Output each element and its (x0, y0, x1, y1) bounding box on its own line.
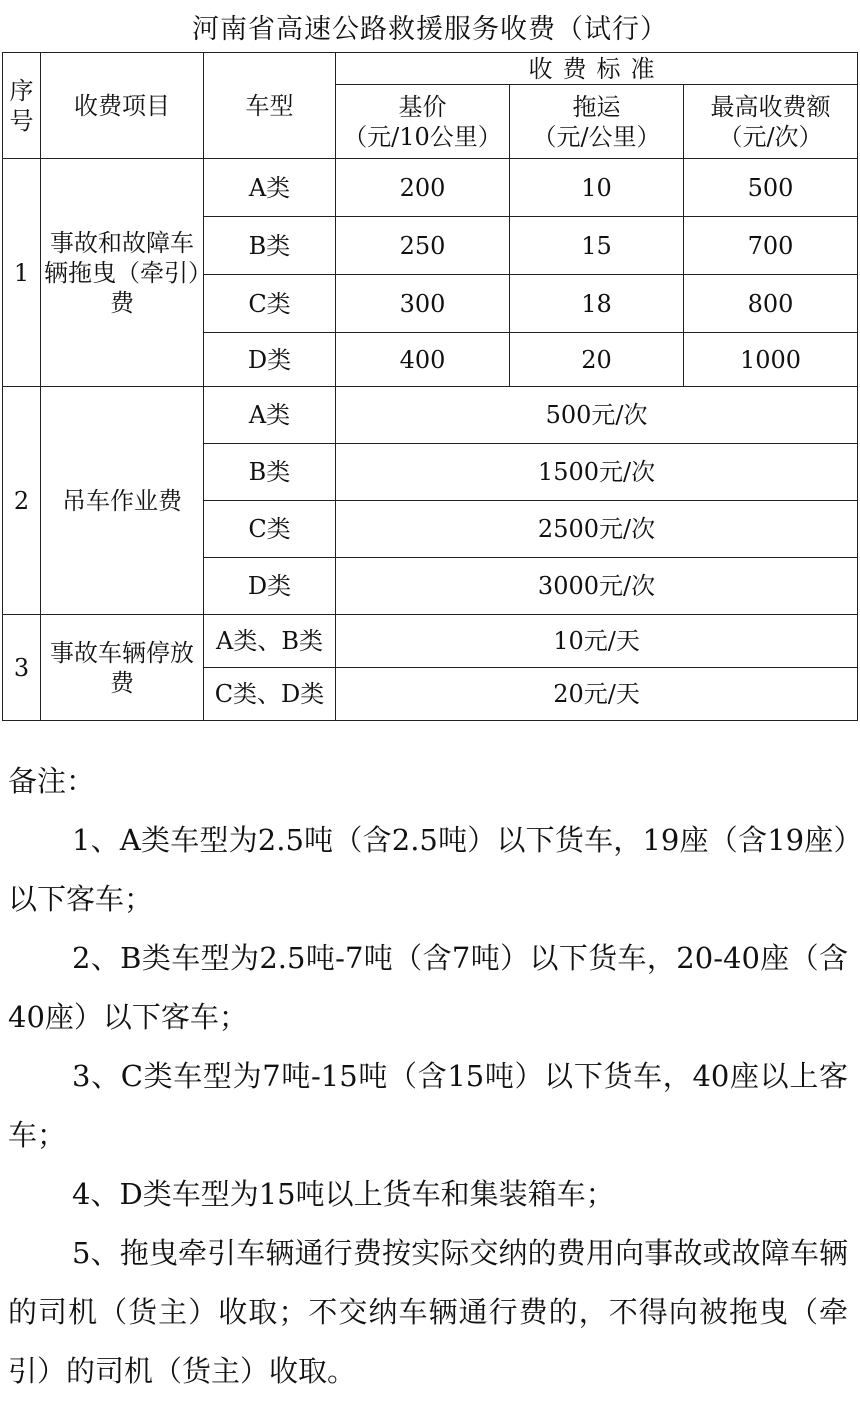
header-max-unit: （元/次） (718, 122, 823, 151)
max-fee-cell: 500 (684, 159, 858, 217)
header-base-price-unit: （元/10公里） (343, 122, 502, 151)
max-fee-cell: 700 (684, 217, 858, 275)
note-item: 4、D类车型为15吨以上货车和集装箱车； (72, 1177, 615, 1211)
table-row (3, 387, 858, 444)
base-price-cell: 300 (336, 275, 510, 333)
header-standard: 收费标准 (336, 53, 858, 85)
vehicle-type-cell: D类 (204, 333, 336, 387)
item-cell: 事故车辆停放费 (41, 615, 204, 721)
header-base-price (336, 85, 510, 159)
seq-cell: 3 (3, 615, 41, 721)
vehicle-type-cell: C类、D类 (204, 668, 336, 721)
header-tow-unit: （元/公里） (532, 122, 661, 151)
note-item: 1、A类车型为2.5吨（含2.5吨）以下货车，19座（含19座）以下客车； (8, 823, 848, 916)
header-tow (510, 85, 684, 159)
vehicle-type-cell: B类 (204, 444, 336, 501)
base-price-cell: 200 (336, 159, 510, 217)
tow-price-cell: 10 (510, 159, 684, 217)
header-vehicle-type: 车型 (204, 53, 336, 159)
tow-price-cell: 18 (510, 275, 684, 333)
fee-cell: 20元/天 (336, 668, 858, 721)
table-row (3, 159, 858, 217)
base-price-cell: 250 (336, 217, 510, 275)
tow-price-cell: 15 (510, 217, 684, 275)
item-cell: 事故和故障车辆拖曳（牵引）费 (41, 159, 204, 387)
fee-cell: 1500元/次 (336, 444, 858, 501)
header-max-label: 最高收费额 (710, 92, 831, 121)
fee-cell: 2500元/次 (336, 501, 858, 558)
header-item: 收费项目 (41, 53, 204, 159)
vehicle-type-cell: C类 (204, 501, 336, 558)
notes-title: 备注： (8, 764, 96, 798)
vehicle-type-cell: A类 (204, 159, 336, 217)
note-item: 3、C类车型为7吨-15吨（含15吨）以下货车，40座以上客车； (8, 1059, 848, 1152)
vehicle-type-cell: C类 (204, 275, 336, 333)
header-seq: 序号 (3, 53, 41, 159)
header-base-price-label: 基价 (398, 92, 447, 121)
item-cell: 吊车作业费 (41, 387, 204, 615)
fee-table (2, 52, 858, 721)
seq-cell: 1 (3, 159, 41, 387)
vehicle-type-cell: B类 (204, 217, 336, 275)
fee-cell: 500元/次 (336, 387, 858, 444)
vehicle-type-cell: A类、B类 (204, 615, 336, 668)
header-max (684, 85, 858, 159)
tow-price-cell: 20 (510, 333, 684, 387)
header-tow-label: 拖运 (572, 92, 621, 121)
notes-section (8, 752, 848, 1401)
max-fee-cell: 1000 (684, 333, 858, 387)
seq-cell: 2 (3, 387, 41, 615)
note-item: 5、拖曳牵引车辆通行费按实际交纳的费用向事故或故障车辆的司机（货主）收取；不交纳车辆通行费的，不得向被拖曳（牵引）的司机（货主）收取。 (8, 1236, 848, 1388)
fee-cell: 10元/天 (336, 615, 858, 668)
table-row (3, 615, 858, 668)
document-title: 河南省高速公路救援服务收费（试行） (192, 13, 668, 45)
note-item: 2、B类车型为2.5吨-7吨（含7吨）以下货车，20-40座（含40座）以下客车； (8, 941, 848, 1034)
header-row-1 (3, 53, 858, 85)
vehicle-type-cell: D类 (204, 558, 336, 615)
base-price-cell: 400 (336, 333, 510, 387)
vehicle-type-cell: A类 (204, 387, 336, 444)
max-fee-cell: 800 (684, 275, 858, 333)
fee-cell: 3000元/次 (336, 558, 858, 615)
